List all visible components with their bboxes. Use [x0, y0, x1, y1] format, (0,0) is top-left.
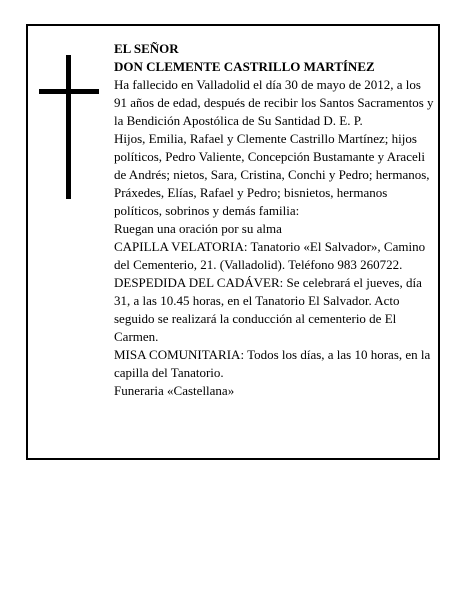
- cross-horizontal-bar: [39, 89, 99, 94]
- deceased-name: DON CLEMENTE CASTRILLO MARTÍNEZ: [114, 59, 375, 74]
- chapel-info: CAPILLA VELATORIA: Tanatorio «El Salvador», Camino del Cementerio, 21. (Valladolid). Teléfono 983 260722.: [114, 239, 426, 272]
- funeral-home: Funeraria «Castellana»: [114, 383, 235, 398]
- prayer-request: Ruegan una oración por su alma: [114, 221, 282, 236]
- mass-info: MISA COMUNITARIA: Todos los días, a las 10 horas, en la capilla del Tanatorio.: [114, 347, 431, 380]
- farewell-info: DESPEDIDA DEL CADÁVER: Se celebrará el jueves, día 31, a las 10.45 horas, en el Tanatorio El Salvador. Acto seguido se realizará la conducción al cementerio de El Carmen.: [114, 275, 422, 344]
- notice-body: [114, 40, 434, 400]
- death-notice: Ha fallecido en Valladolid el día 30 de mayo de 2012, a los 91 años de edad, después de recibir los Santos Sacramentos y la Bendición Apostólica de Su Santidad D. E. P.: [114, 77, 434, 128]
- family-list: Hijos, Emilia, Rafael y Clemente Castrillo Martínez; hijos políticos, Pedro Valiente, Concepción Bustamante y Araceli de Andrés; nietos, Sara, Cristina, Conchi y Pedro; hermanos, Práxedes, Elías, Rafael y Pedro; bisnietos, hermanos políticos, sobrinos y demás familia:: [114, 131, 430, 218]
- title-honorific: EL SEÑOR: [114, 41, 179, 56]
- cross-vertical-bar: [66, 55, 71, 199]
- cross-icon: [39, 55, 99, 199]
- obituary-notice: [26, 24, 440, 460]
